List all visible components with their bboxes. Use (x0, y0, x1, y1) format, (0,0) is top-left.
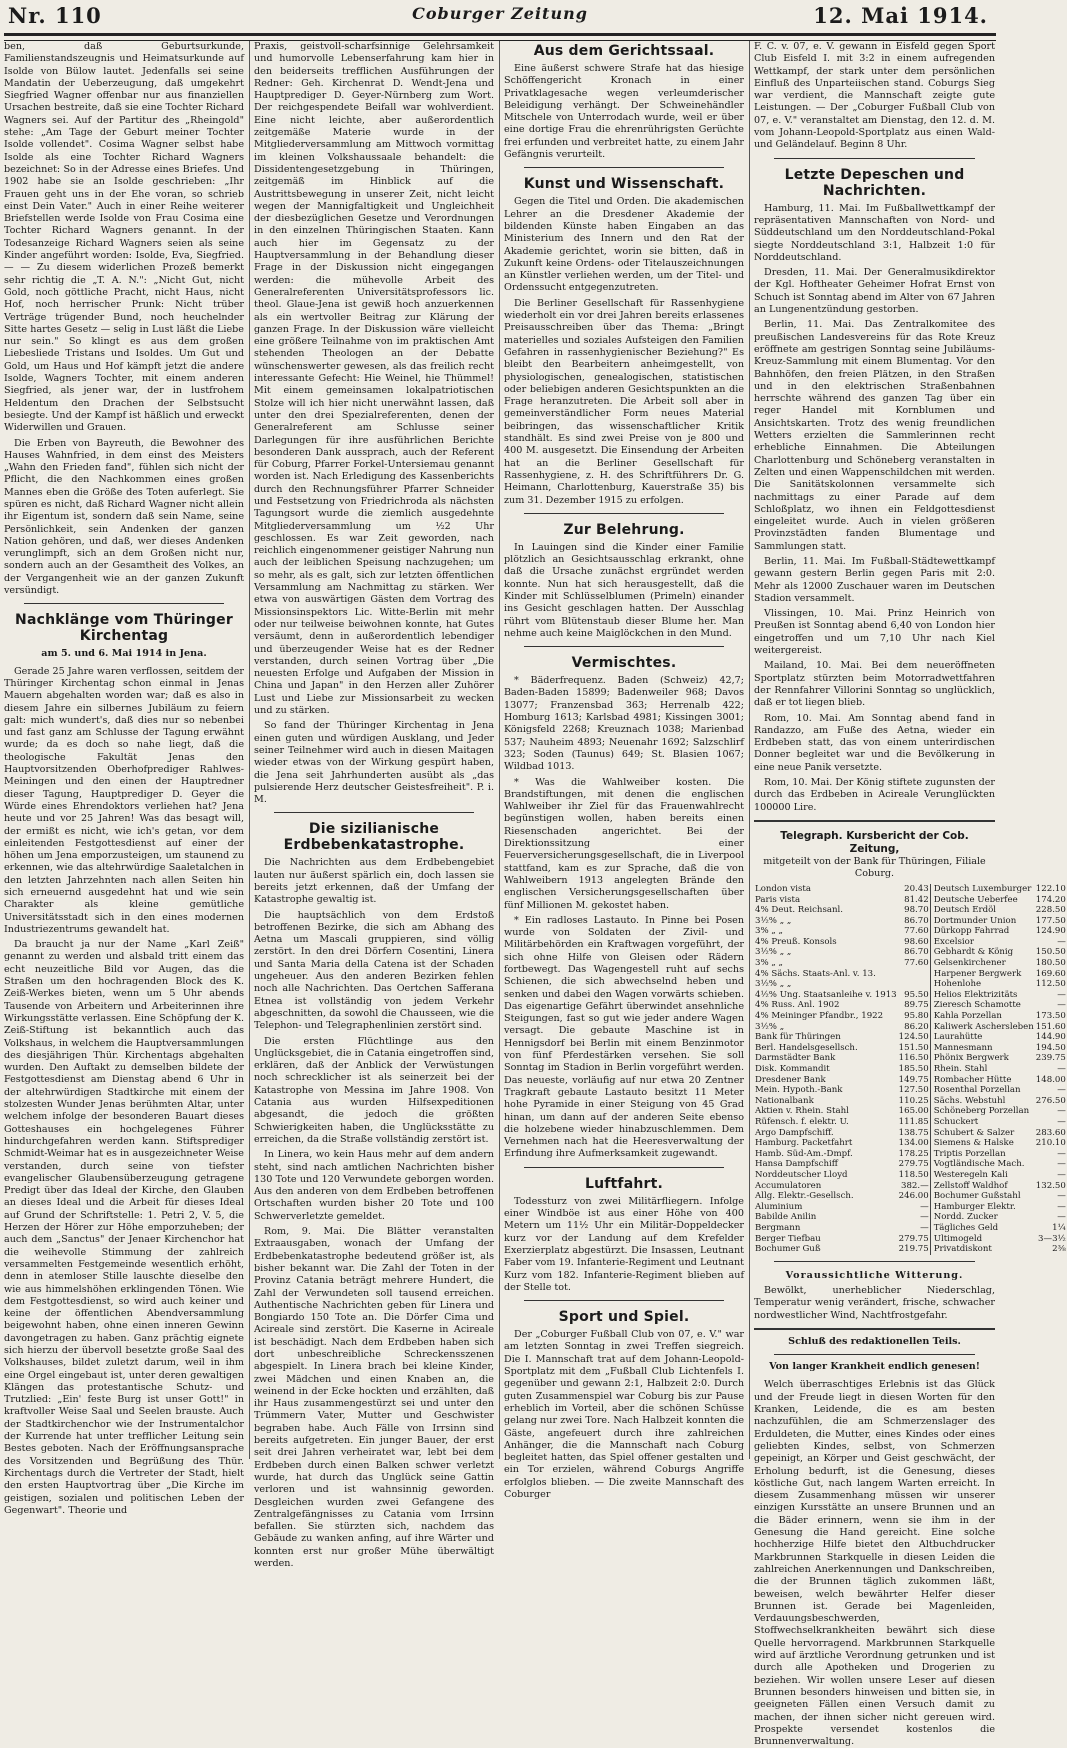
stock-value: 122.10 (1035, 883, 1066, 894)
stock-name: Dortmunder Union (930, 916, 1035, 927)
stock-name: 3½% „ (755, 1021, 785, 1032)
section-headline: Luftfahrt. (584, 1175, 664, 1192)
stock-name: Aluminium (755, 1201, 803, 1212)
stock-table-row (754, 990, 1067, 1001)
stock-value: — (920, 1212, 929, 1223)
article-headline: Die sizilianische Erdbebenkatastrophe. (283, 821, 465, 854)
column-3 (504, 41, 744, 1500)
editorial-end-notice: Schluß des redaktionellen Teils. (788, 1335, 961, 1347)
stock-value: — (920, 1201, 929, 1212)
column-1 (4, 41, 244, 1516)
stock-value (898, 969, 931, 980)
stock-name: Sächs. Webstuhl (930, 1096, 1035, 1107)
stock-name: 4% Deut. Reichsanl. (755, 905, 843, 916)
stock-table-row (754, 1202, 1067, 1213)
stock-name: Hamburger Elektr. (930, 1202, 1035, 1213)
section-divider (524, 646, 724, 647)
stock-name: Darmstädter Bank (755, 1053, 836, 1064)
stock-name: Accumulatoren (755, 1180, 822, 1191)
stock-value: 144.90 (1035, 1032, 1066, 1043)
stock-report-title: Telegraph. Kursbericht der Cob. Zeitung, (780, 829, 969, 855)
stock-name: Kaliwerk Aschersleben (930, 1022, 1035, 1033)
stock-value: 111.85 (898, 1116, 929, 1127)
article-paragraph: * Was die Wahlweiber kosten. Die Brandstiftungen, mit denen die englischen Wahlweiber ihr Ziel für das Frauenwahlrecht begünstigen wollen, haben bereits einen Riesenschaden angerichtet. Bei der Direktionssitzung einer Feuerversicherungsgesellschaft, die in Liverpool stattfand, kam es zur Sprache, daß die von Wahlweibern 1913 angelegten Brände den englischen Versicherungsgesellschaften über fünf Millionen M. gekostet haben. (504, 776, 744, 911)
weather-title: Voraussichtliche Witterung. (785, 1269, 964, 1281)
stock-name: Gelsenkirchener (930, 958, 1035, 969)
stock-value: 116.50 (898, 1053, 929, 1064)
stock-value (898, 979, 931, 990)
section-headline: Zur Belehrung. (563, 521, 685, 538)
article-paragraph: * Ein radloses Lastauto. In Pinne bei Posen wurde von Soldaten der Zivil- und Militärbehörden ein Kraftwagen vorgeführt, der sich ohne Hilfe von Gleisen oder Rädern fortbewegt. Das Wagengestell ruht auf sechs Schienen, die sich abwechselnd heben und senken und dabei den Wagen vorwärts schieben. Das eigenartige Gefährt überwindet ansehnliche Steigungen, fast so gut wie jeder andere Wagen versagt. Die gebaute Maschine ist in Hennigsdorf bei Berlin mit einem Benzinmotor von fünf Pferdestärken versehen. Sie soll Sonntag im Stadion in Berlin vorgeführt werden. Das neueste, vorläufig auf nur etwa 20 Zentner Tragkraft gebaute Lastauto besitzt 11 Meter hohe Pyramide in einer Steigung von 45 Grad hinan, um dann auf der anderen Seite ebenso die holzebene wieder hinabzuschlemmen. Dem Vernehmen nach hat die Heeresverwaltung der Erfindung ihre Aufmerksamkeit zugewandt. (504, 914, 744, 1160)
article-paragraph: Rom, 9. Mai. Die Blätter veranstalten Extraausgaben, wonach der Umfang der Erdbebenkatastrophe bedeutend größer ist, als bisher bekannt war. Die Zahl der Toten in der Provinz Catania beträgt mehrere Hundert, die Zahl der Verwundeten soll tausend erreichen. Authentische Nachrichten geben für Linera und Bongiardo 150 Tote an. Die Dörfer Cima und Acireale sind zerstört. Die Kaserne in Acireale ist beschädigt. Nach dem Erdbeben haben sich dort unbeschreibliche Schreckensszenen abgespielt. In Linera brach bei kleine Kinder, zwei Mädchen und einen Knaben an, die weinend in der Ecke hockten und erzählten, daß ihr Haus zusammengestürzt sei und unter den Trümmern Vater, Mutter und Geschwister begraben habe. Auch Fälle von Irrsinn sind bereits aufgetreten. Ein junger Bauer, der erst seit drei Jahren verheiratet war, lebt bei dem Erdbeben durch einen Balken schwer verletzt wurde, hat durch das Unglück seine Gattin verloren und ist wahnsinnig geworden. Desgleichen wurden zwei Gefangene des Zentralgefängnisses zu Catania vom Irrsinn befallen. Sie stürzten sich, nachdem das Gebäude zu wanken anfing, auf ihre Wärter und konnten erst nur großer Mühe überwältigt werden. (254, 1226, 494, 1570)
stock-value: — (1057, 1064, 1066, 1075)
stock-name: Babilde Anilin (755, 1212, 817, 1223)
stock-table-row (754, 1106, 1067, 1117)
stock-value: 86.70 (904, 915, 929, 926)
news-item: Dresden, 11. Mai. Der Generalmusikdirektor der Kgl. Hoftheater Geheimer Hofrat Ernst von Schuch ist Sonntag abend im Alter von 67 Jahren an Lungenentzündung gestorben. (754, 267, 995, 316)
stock-table-row (754, 1223, 1067, 1234)
news-item: Vlissingen, 10. Mai. Prinz Heinrich von Preußen ist Sonntag abend 6,40 von London hier eingetroffen und um 7,10 Uhr nach Kiel weitergereist. (754, 608, 995, 657)
stock-table-row (754, 958, 1067, 969)
column-divider (249, 41, 250, 1459)
section-headline: Aus dem Gerichtssaal. (533, 43, 715, 59)
stock-name: Westeregeln Kali (930, 1170, 1035, 1181)
article-paragraph: Die Nachrichten aus dem Erdbebengebiet lauten nur äußerst spärlich ein, doch lassen sie bereits jetzt erkennen, daß der Umfang der Katastrophe gewaltig ist. (254, 857, 494, 906)
stock-value: — (1057, 936, 1066, 947)
stock-value: 89.75 (904, 1000, 929, 1011)
news-item: Hamburg, 11. Mai. Im Fußballwettkampf der repräsentativen Mannschaften von Nord- und Süddeutschland um den Norddeutschland-Pokal siegte Norddeutschland 3:1, Halbzeit 1:0 für Norddeutschland. (754, 202, 995, 263)
stock-name: 4% Meininger Pfandbr., 1922 (755, 1011, 884, 1022)
stock-name: Privatdiskont (930, 1244, 1035, 1255)
stock-value: — (1057, 1116, 1066, 1127)
stock-table-row (754, 1181, 1067, 1192)
article-paragraph: F. C. v. 07, e. V. gewann in Eisfeld gegen Sport Club Eisfeld I. mit 3:2 in einem aufregenden Wettkampf, der stark unter dem persönlichen Einfluß des Unparteiischen stand. Coburgs Sieg war verdient, die Mannschaft zeigte gute Leistungen. — Der „Coburger Fußball Club von 07, e. V." veranstaltet am Dienstag, den 12. d. M. vom Johann-Leopold-Sportplatz aus einen Wald- und Geländelauf. Beginn 8 Uhr. (754, 41, 995, 151)
issue-number: Nr. 110 (8, 3, 102, 28)
stock-name: Bochumer Guß (755, 1244, 821, 1255)
stock-value: — (920, 1222, 929, 1233)
article-paragraph: Die ersten Flüchtlinge aus den Unglücksgebiet, die in Catania eingetroffen sind, erklären, daß der Anblick der Verwüstungen noch schrecklicher ist als seinerzeit bei der Katastrophe von Messina im Jahre 1908. Von Catania aus wurden Hilfsexpeditionen abgesandt, die jedoch die größten Schwierigkeiten haben, die Unglücksstätte zu erreichen, da die Straße vollständig zerstört ist. (254, 1035, 494, 1145)
stock-value: 279.75 (898, 1233, 929, 1244)
column-2 (254, 41, 494, 1570)
stock-name: Deutsche Ueberfee (930, 895, 1035, 906)
stock-value: 127.50 (898, 1085, 929, 1096)
advertisement-title: Von langer Krankheit endlich genesen! (769, 1361, 980, 1373)
stock-name: Phönix Bergwerk (930, 1053, 1035, 1064)
stock-name: Rhein. Stahl (930, 1064, 1035, 1075)
stock-value: 110.25 (898, 1095, 929, 1106)
stock-name: Triptis Porzellan (930, 1149, 1035, 1160)
stock-value: — (1057, 1148, 1066, 1159)
stock-value: — (1057, 989, 1066, 1000)
stock-value: — (1057, 1191, 1066, 1202)
stock-name: Paris vista (755, 894, 801, 905)
stock-table-row (754, 1128, 1067, 1139)
stock-table-row (754, 1064, 1067, 1075)
column-4 (754, 41, 1066, 1748)
article-paragraph: In Linera, wo kein Haus mehr auf dem andern steht, sind nach amtlichen Nachrichten bisher 130 Tote und 120 Verwundete geborgen worden. Aus den anderen von dem Erdbeben betroffenen Ortschaften wurden bisher 20 Tote und 100 Schwerverletzte gemeldet. (254, 1149, 494, 1222)
stock-name: Laurahütte (930, 1032, 1035, 1043)
stock-name: Argo Dampfschiff. (755, 1127, 834, 1138)
stock-value: 3—3½ (1038, 1233, 1066, 1244)
newspaper-title: Coburger Zeitung (412, 4, 588, 23)
stock-table-row (754, 895, 1067, 906)
stock-value: 177.50 (1035, 915, 1066, 926)
stock-name: 3% „ „ (755, 958, 784, 969)
stock-value: 276.50 (1035, 1095, 1066, 1106)
article-paragraph: In Lauingen sind die Kinder einer Familie plötzlich an Gesichtsausschlag erkrankt, ohne daß die Ursache zunächst ergründet werden konnte. Nun hat sich herausgestellt, daß die Kinder mit Schlüsselblumen (Primeln) einander ins Gesicht geschlagen hatten. Der Ausschlag rührt vom Blütenstaub dieser Blume her. Man nehme auch keine Maiglöckchen in den Mund. (504, 541, 744, 639)
stock-value: 219.75 (898, 1244, 929, 1255)
stock-name: Excelsior (930, 937, 1035, 948)
stock-name: Helios Elektrizitäts (930, 990, 1035, 1001)
stock-name: Aktien v. Rhein. Stahl (755, 1106, 849, 1117)
stock-value: 150.50 (1035, 947, 1066, 958)
stock-name: London vista (755, 883, 811, 894)
stock-value: 98.70 (904, 905, 929, 916)
section-divider (774, 158, 975, 159)
stock-name: 3½% „ „ (755, 979, 792, 990)
stock-value: 132.50 (1035, 1180, 1066, 1191)
article-paragraph: ben, daß Geburtsurkunde, Familienstandszeugnis und Heimatsurkunde auf Isolde von Bülow lautet. Jedenfalls sei seine Mandatin der Ueberzeugung, daß umgekehrt Siegfried Wagner offenbar nur aus finanziellen Ursachen bestreite, daß sie eine Tochter Richard Wagners sei. Auf der Partitur des „Rheingold" stehe: „Am Tage der Geburt meiner Tochter Isolde vollendet". Cosima Wagner selbst habe Isolde als eine Tochter Richard Wagners bezeichnet: So in der Adresse eines Briefes. Und 1902 habe sie an Isolde geschrieben: „Ihr Frauen geht uns in der Ehe voran, so schrieb einst Dein Vater." Auch in einer Reihe weiterer Briefstellen werde Isolde von Frau Cosima eine Tochter Richard Wagners genannt. In der Todesanzeige Richard Wagners seien als seine Kinder angeführt worden: Isolde, Eva, Siegfried. — — Zu diesem widerlichen Prozeß bemerkt sehr richtig die „T. A. N.": „Nicht Gut, nicht Gold, noch göttliche Pracht, nicht Haus, nicht Hof, noch herrischer Prunk: Nicht trüber Verträge trügender Bund, noch heuchelnder Sitte hartes Gesetz — selig in Lust läßt die Liebe nur sein." So klingt es aus dem großen Liebesliede Tristans und Isoldes. Um Gut und Gold, um Haus und Hof kämpft jetzt die andere Isolde, Wagners Tochter, mit einem anderen Siegfried, als jener war, der in lustfrohem Heldentum den Drachen der Selbstsucht besiegte. Und der Kampf ist häßlich und erweckt Widerwillen und Grauen. (4, 41, 244, 434)
stock-name: 4% Sächs. Staats-Anl. v. 13. (755, 968, 876, 979)
stock-value: 86.20 (904, 1021, 929, 1032)
article-paragraph: Todessturz von zwei Militärfliegern. Infolge einer Windböe ist aus einer Höhe von 400 Metern um 11½ Uhr ein Militär-Doppeldecker kurz vor der Landung auf dem Krefelder Exerzierplatz abgestürzt. Die Insassen, Leutnant Faber vom 19. Infanterie-Regiment und Leutnant Kurz vom 182. Infanterie-Regiment blieben auf der Stelle tot. (504, 1195, 744, 1293)
stock-name: Siemens & Halske (930, 1138, 1035, 1149)
stock-table-row (754, 1000, 1067, 1011)
stock-table-row (754, 1022, 1067, 1033)
stock-name: Ultimogeld (930, 1234, 1035, 1245)
stock-name: Dürkopp Fahrrad (930, 926, 1035, 937)
stock-name: 3½% „ „ (755, 947, 792, 958)
article-paragraph: Gerade 25 Jahre waren verflossen, seitdem der Thüringer Kirchentag schon einmal in Jenas Mauern abgehalten worden war; daß es also in diesem Jahre ein silbernes Jubiläum zu feiern galt: mich wundert's, daß dies nur so nebenbei und fast ganz am Schlusse der Tagung erwähnt wurde; da es doch so nahe liegt, daß die theologische Fakultät Jenas den Hauptvorsitzenden Oberhofprediger Rahlwes-Meiningen und den einen der Hauptredner dieser Tagung, Hauptprediger D. Geyer die Würde eines Ehrendoktors verliehen hat? Jena heute und vor 25 Jahren! Was das besagt will, der ermißt es nicht, wie ich's getan, vor dem einleitenden Festgottesdienst auf einer der höhen um Jena emporzusteigen, um staunend zu erkennen, wie das altehrwürdige Saaletalchen in den letzten Jahrzehnten nach allen Seiten hin sich erneuernd ausgedehnt hat und wie sein Charakter als kleine gemütliche Universitätsstadt sich in den eines modernen Industriezentrums gewandelt hat. (4, 665, 244, 935)
column-divider (749, 41, 750, 1459)
stock-value: 382.— (901, 1180, 929, 1191)
stock-value: 228.50 (1035, 905, 1066, 916)
stock-value: 178.25 (898, 1148, 929, 1159)
article-paragraph: Gegen die Titel und Orden. Die akademischen Lehrer an die Dresdener Akademie der bildenden Künste haben Eingaben an das Ministerium des Innern und den Rat der Akademie gerichtet, worin sie bitten, daß in Zukunft keine Ordens- oder Titelauszeichnungen an Künstler verliehen werden, um der Titel- und Ordenssucht entgegenzutreten. (504, 196, 744, 294)
stock-value: 1¼ (1052, 1222, 1066, 1233)
section-headline: Sport und Spiel. (558, 1309, 690, 1326)
stock-table-row (754, 1244, 1067, 1255)
stock-value: 185.50 (898, 1064, 929, 1075)
stock-table-row (754, 1170, 1067, 1181)
stock-value: — (1057, 1212, 1066, 1223)
stock-name: Vogtländische Mach. (930, 1159, 1035, 1170)
stock-value: 77.60 (904, 958, 929, 969)
masthead-rule (4, 33, 996, 41)
issue-date: 12. Mai 1914. (813, 3, 988, 28)
stock-table-row (754, 1032, 1067, 1043)
article-paragraph: Praxis, geistvoll-scharfsinnige Gelehrsamkeit und humorvolle Lebenserfahrung kam hier in den beiderseits trefflichen Ausführungen der Redner: Geh. Kirchenrat D. Wendt-Jena und Hauptprediger D. Geyer-Nürnberg zum Wort. Der reichgespendete Beifall war wohlverdient. Eine nicht leichte, aber außerordentlich zeitgemäße Materie wurde in der Mitgliederversammlung am Mittwoch vormittag im kleinen Volkshaussaale behandelt: die Dissidentengesetzgebung in Thüringen, zeitgemäß im Hinblick auf die Austrittsbewegung in unserer Zeit, nicht leicht wegen der Mannigfaltigkeit und Ungleichheit der diesbezüglichen Gesetze und Verordnungen in den einzelnen Thüringischen Staaten. Kann auch hier im Gegensatz zu der Hauptversammlung in der Behandlung dieser Frage in der Diskussion nicht eingegangen werden: die mühevolle Arbeit des Generalreferenten Universitätsprofessors lic. theol. Glaue-Jena ist gewiß hoch anzuerkennen als ein wertvoller Beitrag zur Klärung der ganzen Frage. In der Diskussion wäre vielleicht eine größere Teilnahme von im praktischen Amt stehenden Theologen an der Debatte wünschenswerter gewesen, als das freilich recht interessante Gefecht: Hie Weinel, hie Thümmel! Mit einem gemeinsamen lokalpatriotischen Stolze will ich hier nicht unerwähnt lassen, daß unter den drei Spezialreferenten, denen der Generalreferent am Schlusse seiner Darlegungen für ihre ausführlichen Berichte besonderen Dank aussprach, auch der Referent für Coburg, Pfarrer Forkel-Untersiemau genannt worden ist. Nach Erledigung des Kassenberichts durch den Rechnungsführer Pfarrer Schneider und Festsetzung von Friedrichroda als nächsten Tagungsort wurde die ziemlich ausgedehnte Mitgliederversammlung um ½2 Uhr geschlossen. Es war Zeit geworden, nach reichlich eingenommener geistiger Nahrung nun auch der leiblichen Speisung nachzugehen; um so mehr, als es galt, sich zur letzten öffentlichen Versammlung am Nachmittag zu stärken. Wer etwa von auswärtigen Gästen dem Vortrag des Missionsinspektors Lic. Witte-Berlin mit mehr oder nur teilweise beiwohnen konnte, hat Gutes versäumt, denn in außerordentlich lebendiger und überzeugender Weise hat es der Redner verstanden, durch seinen Vortrag über „Die neuesten Erfolge und Aufgaben der Mission in China und Japan" in den Herzen aller Zuhörer Lust und Liebe zur Missionsarbeit zu wecken und zu stärken. (254, 41, 494, 717)
article-paragraph: Die Erben von Bayreuth, die Bewohner des Hauses Wahnfried, in dem einst des Meisters „Wahn den Frieden fand", fühlen sich nicht der Pflicht, die den Nachkommen eines großen Mannes eben die Größe des Toten auferlegt. Sie spüren es nicht, daß Richard Wagner nicht allein ihr Eigentum ist, sondern daß sein Name, seine Persönlichkeit, sein Andenken der ganzen Nation gehören, und daß, wer dieses Andenken verunglimpft, sich an dem Großen nicht nur, sondern auch an der Gesamtheit des Volkes, an der Vergangenheit wie an der ganzen Zukunft versündigt. (4, 437, 244, 597)
stock-name: Disk. Kommandit (755, 1064, 830, 1075)
stock-value: 148.00 (1035, 1074, 1066, 1085)
stock-value: — (1057, 1169, 1066, 1180)
stock-table-row (754, 979, 1067, 990)
section-divider (754, 820, 995, 822)
stock-value: 279.75 (898, 1159, 929, 1170)
stock-value: 81.42 (904, 894, 929, 905)
news-item: Rom, 10. Mai. Am Sonntag abend fand in Randazzo, am Fuße des Aetna, wieder ein Erdbeben statt, das von einem unterirdischen Donner begleitet war und die Bevölkerung in eine neue Panik versetzte. (754, 712, 995, 773)
stock-name: Kahla Porzellan (930, 1011, 1035, 1022)
stock-value: 98.60 (904, 936, 929, 947)
section-headline: Letzte Depeschen und Nachrichten. (784, 166, 965, 199)
stock-name: 4% Russ. Anl. 1902 (755, 1000, 840, 1011)
stock-value: 149.75 (898, 1074, 929, 1085)
stock-value: 165.00 (898, 1106, 929, 1117)
stock-value: 246.00 (898, 1191, 929, 1202)
stock-table-row (754, 1075, 1067, 1086)
stock-table-row (754, 1011, 1067, 1022)
stock-table-row (754, 884, 1067, 895)
stock-table-row (754, 905, 1067, 916)
section-divider (24, 603, 224, 604)
stock-name: Dresdener Bank (755, 1074, 826, 1085)
stock-value: 173.50 (1035, 1011, 1066, 1022)
stock-name: Mannesmann (930, 1043, 1035, 1054)
stock-name: Hamb. Süd-Am.-Dmpf. (755, 1148, 853, 1159)
section-divider (524, 167, 724, 168)
stock-name: Zellstoff Waldhof (930, 1181, 1035, 1192)
stock-name: Bochumer Gußstahl (930, 1191, 1035, 1202)
section-headline: Vermischtes. (571, 655, 677, 672)
stock-report-subtitle: mitgeteilt von der Bank für Thüringen, Filiale Coburg. (763, 855, 986, 879)
news-item: Rom, 10. Mai. Der König stiftete zugunsten der durch das Erdbeben in Acireale Verunglückten 100000 Lire. (754, 777, 995, 813)
article-subheadline: am 5. und 6. Mai 1914 in Jena. (41, 648, 207, 660)
stock-name: Schuckert (930, 1117, 1035, 1128)
stock-value: 124.50 (898, 1032, 929, 1043)
stock-table-row (754, 1212, 1067, 1223)
stock-value: 174.20 (1035, 894, 1066, 905)
stock-value: 151.50 (898, 1042, 929, 1053)
stock-table-row (754, 947, 1067, 958)
weather-forecast: Bewölkt, unerheblicher Niederschlag, Temperatur wenig verändert, frische, schwacher nordwestlicher Wind, Nachtfrostgefahr. (754, 1285, 995, 1321)
stock-value: 239.75 (1035, 1053, 1066, 1064)
stock-name: 3½% „ „ (755, 915, 792, 926)
stock-name: Berl. Handelsgesellsch. (755, 1042, 858, 1053)
stock-name: Rüfensch. f. elektr. U. (755, 1116, 849, 1127)
stock-name: Rosenthal Porzellan (930, 1085, 1035, 1096)
stock-value: 138.75 (898, 1127, 929, 1138)
stock-table-row (754, 1043, 1067, 1054)
stock-name: Deutsch Luxemburger (930, 884, 1035, 895)
stock-name: Allg. Elektr.-Gesellsch. (755, 1191, 854, 1202)
article-headline: Nachklänge vom Thüringer Kirchentag (15, 612, 233, 645)
stock-value: 95.80 (904, 1011, 929, 1022)
stock-value: 112.50 (1035, 979, 1066, 990)
news-item: Berlin, 11. Mai. Das Zentralkomitee des preußischen Landesvereins für das Rote Kreuz eröffnete am gestrigen Sonntag seine Jubiläums-Kreuz-Sammlung mit einem Blumentag. Vor den Bahnhöfen, den freien Plätzen, in den Straßen und in den elektrischen Straßenbahnen herrschte während des ganzen Tag über ein reger Handel mit Kornblumen und Ansichtskarten. Trotz des wenig freundlichen Wetters erzielten die Sammlerinnen recht erhebliche Einnahmen. Die Abteilungen Charlottenburg und Schöneberg veranstalten in Zelten und einen Wappenschildchen mit werden. Die Sanitätskolonnen versammelte sich nachmittags zu einer Parade auf dem Schloßplatz, wo ihnen ein Feldgottesdienst eingeleitet wurde. Auch in vielen größeren Provinzstädten fanden Blumentage und Sammlungen statt. (754, 319, 995, 552)
stock-value: 169.60 (1035, 968, 1066, 979)
stock-value: 86.70 (904, 947, 929, 958)
stock-name: Bergmann (755, 1222, 801, 1233)
section-headline: Kunst und Wissenschaft. (523, 176, 725, 193)
stock-value: — (1057, 1000, 1066, 1011)
section-divider (524, 1167, 724, 1168)
stock-name: Berger Tiefbau (755, 1233, 821, 1244)
section-divider (774, 1261, 975, 1262)
stock-value: 118.50 (898, 1169, 929, 1180)
article-paragraph: So fand der Thüringer Kirchentag in Jena einen guten und würdigen Ausklang, und Jeder seiner Teilnehmer wird auch in diesen Maitagen wieder etwas von der Wirkung gespürt haben, die Jena seit Jahrhunderten ausübt als „das pulsierende Herz deutscher Geistesfreiheit". P. i. M. (254, 720, 494, 806)
stock-name: 3% „ „ (755, 926, 784, 937)
stock-name: Schöneberg Porzellan (930, 1106, 1035, 1117)
advertisement-text: Welch überraschtiges Erlebnis ist das Glück und der Freude liegt in diesen Worten für den Kranken, Leidende, die es am besten nachzufühlen, die am Schmerzenslager des Erduldeten, die Mutter, eines Kindes oder eines geliebten Kindes, selbst, von Schmerzen gepeinigt, an Körper und Geist geschwächt, der Erholung bedurft, ist die Genesung, dieses köstliche Gut, nach langem Warten erreicht. In diesem Zusammenhang müssen wir unserer einzigen Kursstätte an unsere Brunnen und an die Bäder erinnern, wenn sie ihm in der Genesung die Hand gereicht. Eine solche hochherzige Hilfe bietet den Altbuchdrucker Markbrunnen Starkquelle in diesen Leiden die zahlreichen Anerkennungen und Dankschreiben, die der Brunnen täglich zukommen läßt, beweisen, welch bewährter Helfer dieser Brunnen ist. Gerade bei Magenleiden, Verdauungsbeschwerden, Stoffwechselkrankheiten bewährt sich diese Quelle hervorragend. Markbrunnen Starkquelle wird auf ärztliche Verordnung getrunken und ist durch alle Apotheken und Drogerien zu beziehen. Wir wollen unsere Leser auf diesen Brunnen besonders hinweisen und bitten sie, in geeigneten Fällen einen Versuch damit zu machen, der ihnen sicher nicht gereuen wird. Prospekte versendet kostenlos die Brunnenverwaltung. (754, 1379, 995, 1748)
stock-table-row (754, 1117, 1067, 1128)
stock-name: 4½% Ung. Staatsanleihe v. 1913 (755, 989, 897, 1000)
stock-table (754, 884, 1067, 1255)
section-divider (754, 1328, 995, 1330)
stock-value: 95.50 (904, 989, 929, 1000)
section-divider (524, 1300, 724, 1301)
stock-name: Zieresch Schamotte (930, 1000, 1035, 1011)
stock-value: 77.60 (904, 926, 929, 937)
stock-value: 283.60 (1035, 1127, 1066, 1138)
stock-name: Hamburg. Packetfahrt (755, 1138, 853, 1149)
stock-value: 210.10 (1035, 1138, 1066, 1149)
stock-table-row (754, 1138, 1067, 1149)
column-divider (499, 41, 500, 1459)
stock-table-row (754, 926, 1067, 937)
stock-name: Harpener Bergwerk (930, 969, 1035, 980)
stock-value: 134.00 (898, 1138, 929, 1149)
stock-name: Hansa Dampfschiff (755, 1159, 838, 1170)
stock-value: — (1057, 1159, 1066, 1170)
section-divider (274, 812, 474, 813)
stock-name: Bank für Thüringen (755, 1032, 841, 1043)
stock-name: Norddeutscher Lloyd (755, 1169, 848, 1180)
stock-name: Schubert & Salzer (930, 1128, 1035, 1139)
stock-table-row (754, 1149, 1067, 1160)
stock-name: Hohenlohe (930, 979, 1035, 990)
stock-value: — (1057, 1106, 1066, 1117)
article-paragraph: Da braucht ja nur der Name „Karl Zeiß" genannt zu werden und alsbald tritt einem das echt neuzeitliche Bild vor Augen, das die Straßen um den hochragenden Block des K. Zeiß-Werkes bieten, wenn um 5 Uhr abends Tausende von Arbeitern und Arbeiterinnen ihre Wirkungsstätte verlassen. Eine Schöpfung der K. Zeiß-Stiftung ist bekanntlich auch das Volkshaus, in welchem die Hauptversammlungen des diesjährigen Thür. Kirchentags abgehalten wurden. Den Auftakt zu demselben bildete der Festgottesdienst am Dienstag abend 6 Uhr in der altehrwürdigen Stadtkirche mit einem der stolzesten Wunder Jenas berühmten Altar, unter welchem infolge der besonderen Bauart dieses Gotteshauses ein hochgelegenes Führer hindurchgefahren werden kann. Stiftsprediger Schmidt-Weimar hat es in ausgezeichneter Weise verstanden, durch seine von tiefster evangelischer Glaubensüberzeugung getragene Predigt über das Ideal der Kirche, den Glauben an dieses Ideal und die Arbeit für dieses Ideal auf Grund der Schriftstelle: 1. Petri 2, V. 5, die Herzen der Hörer zur Höhe emporzuheben; der auch dem „Sanctus" der Jenaer Kirchenchor hat die weihevolle Stimmung der zahlreich versammelten Festgemeinde wesentlich erhöht, denn in atemloser Stille lauschte dieselbe den wie aus himmelshöhen erklingenden Tönen. Wie dem Festgottesdienst, so wird auch keiner und keine der öffentlichen Abendversammlung beigewohnt haben, ohne einen inneren Gewinn davongetragen zu haben. Ganz prächtig eignete sich hierzu der übervoll besetzte große Saal des Volkshauses, bildet zuletzt darum, weil in ihm eine Orgel eingebaut ist, unter deren gewaltigen Klängen das protestantische Schutz- und Trutzlied: „Ein' feste Burg ist unser Gott!" in kraftvoller Weise Saal und Seelen brauste. Auch der Stadtkirchenchor wie der Instrumentalchor der Kurrende hat unter trefflicher Leitung sein Bestes geboten. Nach der Eröffnungsansprache des Vorsitzenden und Begrüßung des Thür. Kirchentags durch die Vertreter der Stadt, hielt den ersten Hauptvortrag über „Die Kirche im geistigen, sozialen und politischen Leben der Gegenwart". Theorie und (4, 939, 244, 1516)
news-item: Mailand, 10. Mai. Bei dem neueröffneten Sportplatz stürzten beim Motorradwettfahren der Rennfahrer Villorini Sonntag so unglücklich, daß er tot liegen blieb. (754, 660, 995, 709)
stock-name: Nationalbank (755, 1095, 814, 1106)
article-paragraph: * Bäderfrequenz. Baden (Schweiz) 42,7; Baden-Baden 15899; Badenweiler 968; Davos 13077; Franzensbad 363; Herrenalb 422; Homburg 1613; Karlsbad 4981; Kissingen 3001; Königsfeld 2268; Kreuznach 1038; Marienbad 537; Nauheim 4893; Neuenahr 1692; Salzschlirf 323; Soden (Taunus) 649; St. Blasien 1067; Wildbad 1013. (504, 675, 744, 773)
stock-value: 124.90 (1035, 926, 1066, 937)
stock-value: — (1057, 1201, 1066, 1212)
stock-value: 180.50 (1035, 958, 1066, 969)
stock-name: Deutsch Erdöl (930, 905, 1035, 916)
stock-name: 4% Preuß. Konsols (755, 936, 837, 947)
stock-table-row (754, 1191, 1067, 1202)
stock-name: Rombacher Hütte (930, 1075, 1035, 1086)
stock-name: Nordd. Zucker (930, 1212, 1035, 1223)
stock-table-row (754, 916, 1067, 927)
stock-table-row (754, 1053, 1067, 1064)
article-paragraph: Die hauptsächlich von dem Erdstoß betroffenen Bezirke, die sich am Abhang des Aetna um Mascali gruppieren, sind völlig zerstört. In den drei Dörfern Cosentini, Linera und Santa Maria della Catena ist der Schaden ungeheuer. Aus den anderen Bezirken fehlen noch alle Nachrichten. Das Oertchen Safferana Etnea ist vollständig von jedem Verkehr abgeschnitten, da sowohl die Chausseen, wie die Telephon- und Telegraphenlinien zerstört sind. (254, 909, 494, 1032)
stock-value: 194.50 (1035, 1042, 1066, 1053)
stock-table-row (754, 1234, 1067, 1245)
stock-table-row (754, 1096, 1067, 1107)
masthead (0, 0, 1000, 42)
stock-table-row (754, 1159, 1067, 1170)
stock-name: Mein. Hypoth.-Bank (755, 1085, 843, 1096)
stock-value: 2⅜ (1052, 1244, 1066, 1255)
article-paragraph: Eine äußerst schwere Strafe hat das hiesige Schöffengericht Kronach in einer Privatklagesache wegen verleumderischer Beleidigung verhängt. Der Schweinehändler Mitschele von Unterrodach wurde, weil er über eine dortige Frau die ehrenrührigsten Gerüchte frei erfunden und verbreitet hatte, zu einem Jahr Gefängnis verurteilt. (504, 63, 744, 161)
stock-name: Tägliches Geld (930, 1223, 1035, 1234)
stock-table-row (754, 969, 1067, 980)
stock-value: 151.60 (1035, 1021, 1066, 1032)
article-paragraph: Der „Coburger Fußball Club von 07, e. V." war am letzten Sonntag in zwei Treffen siegreich. Die I. Mannschaft trat auf dem Johann-Leopold-Sportplatz mit dem „Fußball Club Lichtenfels I. gegenüber und gewann 2:1, Halbzeit 2:0. Durch guten Zusammenspiel war Coburg bis zur Pause erheblich im Vorteil, aber die schönen Schüsse gelang nur zwei Tore. Nach Halbzeit konnten die Gäste, angefeuert durch ihre zahlreichen Anhänger, die die Mannschaft nach Coburg begleitet hatten, das Spiel offener gestalten und ein Tor erzielen, während Coburgs Angriffe erfolglos blieben. — Die zweite Mannschaft des Coburger (504, 1329, 744, 1500)
stock-value: — (1057, 1085, 1066, 1096)
section-divider (774, 1354, 975, 1355)
article-paragraph: Die Berliner Gesellschaft für Rassenhygiene wiederholt ein vor drei Jahren bereits erlassenes Preisausschreiben über das Thema: „Bringt materielles und soziales Aufsteigen den Familien Gefahren in rassenhygienischer Beziehung?" Es bleibt den Bearbeitern anheimgestellt, von physiologischen, genealogischen, statistischen oder beliebigen anderen Gesichtspunkten an die Frage heranzutreten. Die Arbeit soll aber in gemeinverständlicher Form neues Material beibringen, das wissenschaftlicher Kritik standhält. Es sind zwei Preise von je 800 und 400 M. ausgesetzt. Die Einsendung der Arbeiten hat an die Berliner Gesellschaft für Rassenhygiene, z. H. des Schriftführers Dr. G. Heimann, Charlottenburg, Kauerstraße 35) bis zum 31. Dezember 1915 zu erfolgen. (504, 297, 744, 506)
section-divider (524, 513, 724, 514)
stock-name: Gebhardt & König (930, 947, 1035, 958)
stock-table-row (754, 1085, 1067, 1096)
stock-table-row (754, 937, 1067, 948)
stock-value: 20.43 (904, 883, 929, 894)
news-item: Berlin, 11. Mai. Im Fußball-Städtewettkampf gewann gestern Berlin gegen Paris mit 2:0. Mehr als 12000 Zuschauer waren im Deutschen Stadion versammelt. (754, 555, 995, 604)
